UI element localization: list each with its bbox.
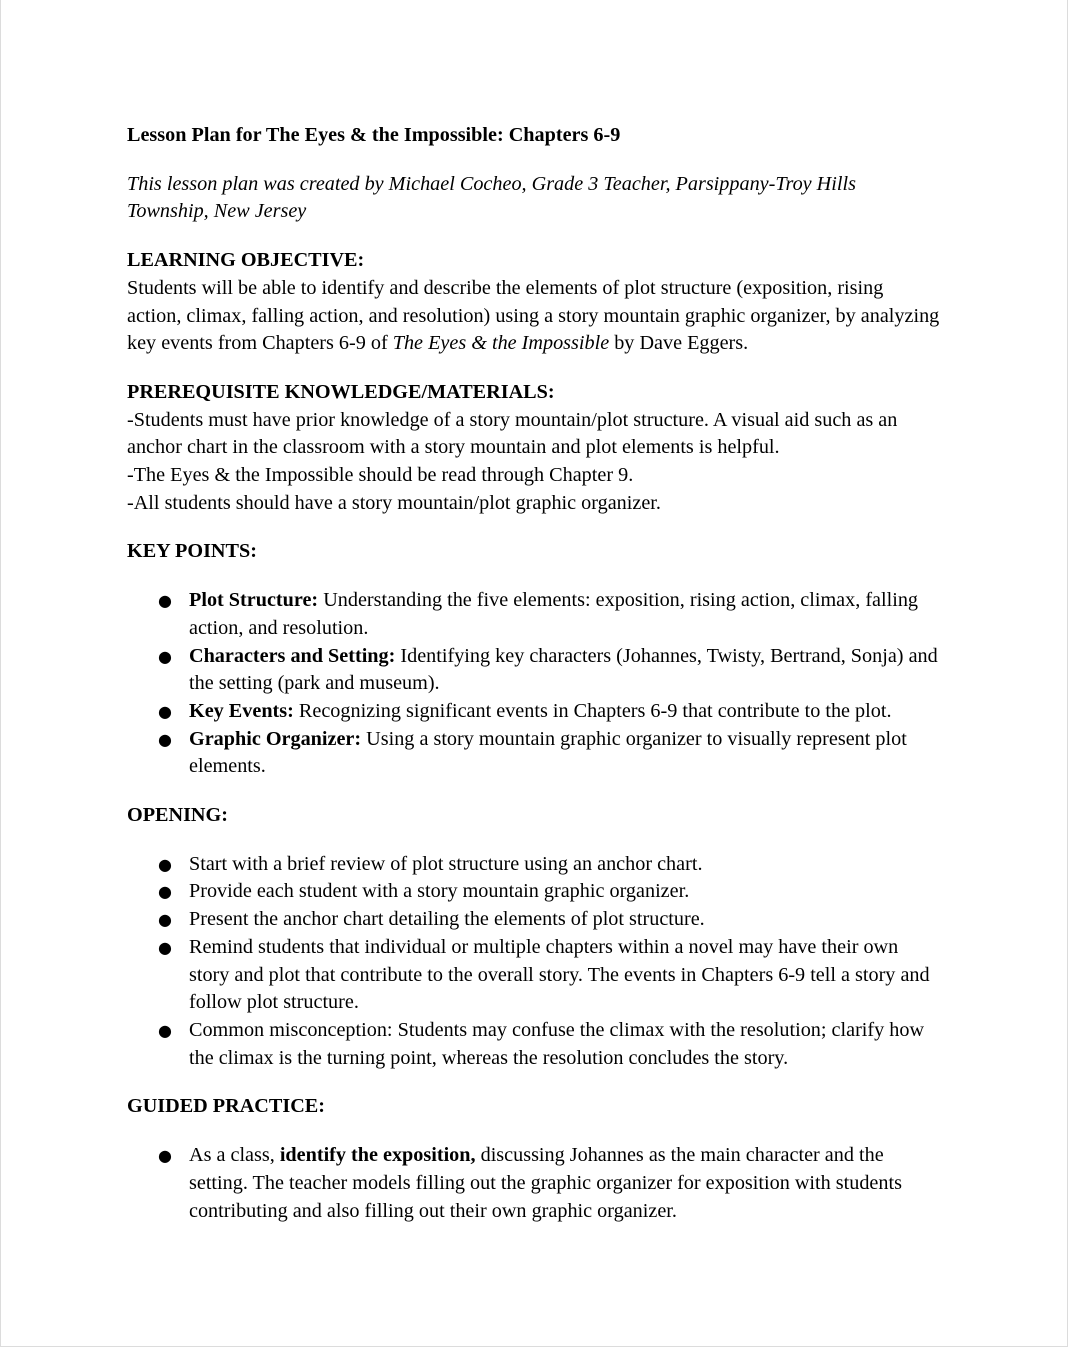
key-point-text: Understanding the five elements: exposition, rising action, climax, falling action, and resolution. <box>189 589 919 639</box>
bullet-icon: ● <box>158 910 172 930</box>
key-point-label: Characters and Setting: <box>189 644 396 667</box>
list-item <box>127 906 942 934</box>
list-item <box>127 587 942 642</box>
prerequisite-line: -Students must have prior knowledge of a story mountain/plot structure. A visual aid such as an anchor chart in the classroom with a story mountain and plot elements is helpful. <box>127 408 898 459</box>
list-item <box>127 934 942 1017</box>
bullet-icon: ● <box>158 854 172 874</box>
opening-heading: OPENING: <box>127 804 228 827</box>
guided-item-bold: identify the exposition, <box>279 1144 476 1167</box>
bullet-icon: ● <box>158 937 172 957</box>
opening-item-text: Present the anchor chart detailing the elements of plot structure. <box>189 908 705 931</box>
list-item <box>127 878 942 906</box>
bullet-icon: ● <box>158 1146 172 1166</box>
opening-item-text: Common misconception: Students may confuse the climax with the resolution; clarify how the climax is the turning point, whereas the resolution concludes the story. <box>189 1018 925 1069</box>
key-point-label: Key Events: <box>189 699 294 722</box>
bullet-icon: ● <box>158 701 172 721</box>
key-points-heading: KEY POINTS: <box>127 540 257 563</box>
key-point-label: Plot Structure: <box>189 589 319 612</box>
learning-objective-text-before: Students will be able to identify and describe the elements of plot structure (exposition, rising action, climax, falling action, and resolution) using a story mountain graphic organizer, by analyzing key events from Chapters 6-9 of <box>127 276 940 355</box>
opening-item-text: Provide each student with a story mountain graphic organizer. <box>189 880 690 903</box>
learning-objective-heading: LEARNING OBJECTIVE: <box>127 249 365 272</box>
prerequisites-heading: PREREQUISITE KNOWLEDGE/MATERIALS: <box>127 380 555 403</box>
guided-practice-heading: GUIDED PRACTICE: <box>127 1095 325 1118</box>
list-item <box>127 1017 942 1072</box>
list-item <box>127 726 942 781</box>
guided-item-before: As a class, <box>189 1144 280 1167</box>
learning-objective-text-after: by Dave Eggers. <box>609 332 749 355</box>
prerequisite-line: -The Eyes & the Impossible should be read through Chapter 9. <box>127 464 634 487</box>
list-item <box>127 1142 942 1225</box>
key-point-text: Recognizing significant events in Chapters 6-9 that contribute to the plot. <box>293 699 892 722</box>
bullet-icon: ● <box>158 1020 172 1040</box>
list-item <box>127 851 942 879</box>
bullet-icon: ● <box>158 646 172 666</box>
prerequisite-line: -All students should have a story mountain/plot graphic organizer. <box>127 491 661 514</box>
bullet-icon: ● <box>158 882 172 902</box>
list-item <box>127 643 942 698</box>
key-points-list <box>127 587 942 781</box>
learning-objective-text <box>127 275 942 358</box>
guided-practice-list <box>127 1142 942 1225</box>
key-point-text: Identifying key characters (Johannes, Twisty, Bertrand, Sonja) and the setting (park and museum). <box>189 644 938 695</box>
opening-item-text: Start with a brief review of plot structure using an anchor chart. <box>189 852 703 875</box>
prerequisites-section <box>127 379 942 518</box>
guided-item-after: discussing Johannes as the main character and the setting. The teacher models filling out the graphic organizer for exposition with students contributing and also filling out their own graphic organizer. <box>189 1144 902 1222</box>
document-body <box>127 122 942 1246</box>
document-title: Lesson Plan for The Eyes & the Impossible: Chapters 6-9 <box>127 124 621 146</box>
document-byline: This lesson plan was created by Michael Cocheo, Grade 3 Teacher, Parsippany-Troy Hills Township, New Jersey <box>127 172 856 223</box>
key-point-label: Graphic Organizer: <box>189 727 362 750</box>
bullet-icon: ● <box>158 591 172 611</box>
learning-objective-section <box>127 247 942 358</box>
key-point-text: Using a story mountain graphic organizer to visually represent plot elements. <box>189 727 907 778</box>
opening-item-text: Remind students that individual or multiple chapters within a novel may have their own story and plot that contribute to the overall story. The events in Chapters 6-9 tell a story and follow plot structure. <box>189 935 930 1014</box>
book-title: The Eyes & the Impossible <box>392 332 610 355</box>
list-item <box>127 698 942 726</box>
opening-list <box>127 851 942 1073</box>
bullet-icon: ● <box>158 729 172 749</box>
